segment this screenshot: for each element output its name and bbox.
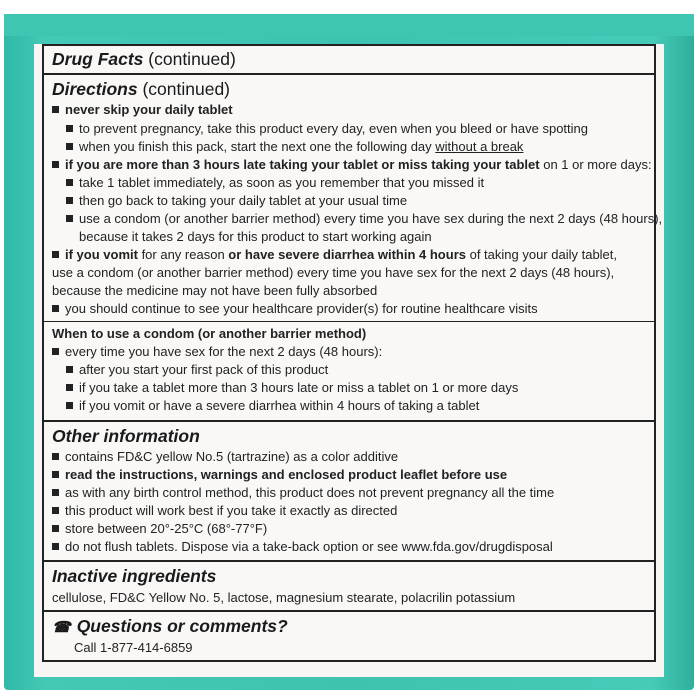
questions-heading xyxy=(52,616,288,637)
bullet-icon xyxy=(52,161,59,168)
bullet-icon xyxy=(52,305,59,312)
list-item: do not flush tablets. Dispose via a take-back option or see www.fda.gov/drugdisposal xyxy=(52,539,553,554)
list-item-continuation: because the medicine may not have been fully absorbed xyxy=(52,283,378,298)
bullet-icon xyxy=(52,251,59,258)
bullet-icon xyxy=(66,143,73,150)
bullet-icon xyxy=(66,125,73,132)
drug-facts-heading xyxy=(52,49,236,70)
list-item: use a condom (or another barrier method) every time you have sex during the next 2 days (48 hours), xyxy=(66,211,662,226)
directions-heading xyxy=(52,79,230,100)
drug-facts-title: Drug Facts xyxy=(52,49,144,69)
bullet-icon xyxy=(66,215,73,222)
list-item: to prevent pregnancy, take this product every day, even when you bleed or have spotting xyxy=(66,121,588,136)
list-item: store between 20°-25°C (68°-77°F) xyxy=(52,521,267,536)
list-item: never skip your daily tablet xyxy=(52,102,233,117)
phone-icon: ☎ xyxy=(52,619,71,636)
bullet-icon xyxy=(52,525,59,532)
teal-box-top xyxy=(4,14,694,36)
drug-facts-panel xyxy=(42,44,663,662)
list-item: if you vomit or have a severe diarrhea within 4 hours of taking a tablet xyxy=(66,398,479,413)
bullet-icon xyxy=(52,471,59,478)
divider xyxy=(44,321,654,322)
bullet-icon xyxy=(52,543,59,550)
bullet-icon xyxy=(66,402,73,409)
bullet-icon xyxy=(66,384,73,391)
bullet-icon xyxy=(66,197,73,204)
other-info-title: Other information xyxy=(52,426,200,446)
divider xyxy=(44,610,654,612)
divider xyxy=(44,560,654,562)
bullet-icon xyxy=(66,179,73,186)
list-item: if you take a tablet more than 3 hours late or miss a tablet on 1 or more days xyxy=(66,380,518,395)
list-item: read the instructions, warnings and enclosed product leaflet before use xyxy=(52,467,507,482)
divider xyxy=(44,420,654,422)
list-item: as with any birth control method, this product does not prevent pregnancy all the time xyxy=(52,485,554,500)
list-item: if you are more than 3 hours late taking your tablet or miss taking your tablet on 1 or more days: xyxy=(52,157,652,172)
list-item: when you finish this pack, start the next one the following day without a break xyxy=(66,139,523,154)
list-item: then go back to taking your daily tablet at your usual time xyxy=(66,193,407,208)
bullet-icon xyxy=(52,453,59,460)
list-item: after you start your first pack of this product xyxy=(66,362,328,377)
questions-phone[interactable]: Call 1-877-414-6859 xyxy=(74,640,193,655)
list-item-continuation: use a condom (or another barrier method) every time you have sex for the next 2 days (48 hours), xyxy=(52,265,615,280)
bullet-icon xyxy=(52,106,59,113)
bullet-icon xyxy=(52,489,59,496)
inactive-text: cellulose, FD&C Yellow No. 5, lactose, magnesium stearate, polacrilin potassium xyxy=(52,590,516,605)
drug-facts-continued: (continued) xyxy=(148,49,236,69)
bullet-icon xyxy=(52,507,59,514)
list-item: if you vomit for any reason or have severe diarrhea within 4 hours of taking your daily tablet, xyxy=(52,247,617,262)
bullet-icon xyxy=(52,348,59,355)
list-item: every time you have sex for the next 2 days (48 hours): xyxy=(52,344,382,359)
directions-title: Directions xyxy=(52,79,138,99)
bullet-icon xyxy=(66,366,73,373)
directions-continued: (continued) xyxy=(142,79,231,99)
inactive-title: Inactive ingredients xyxy=(52,566,217,586)
list-item: take 1 tablet immediately, as soon as you remember that you missed it xyxy=(66,175,484,190)
list-item: you should continue to see your healthcare provider(s) for routine healthcare visits xyxy=(52,301,538,316)
list-item-continuation: because it takes 2 days for this product to start working again xyxy=(79,229,432,244)
condom-title: When to use a condom (or another barrier method) xyxy=(52,326,367,341)
divider xyxy=(44,73,654,75)
list-item: contains FD&C yellow No.5 (tartrazine) as a color additive xyxy=(52,449,398,464)
questions-title: Questions or comments? xyxy=(76,616,288,636)
list-item: this product will work best if you take it exactly as directed xyxy=(52,503,397,518)
